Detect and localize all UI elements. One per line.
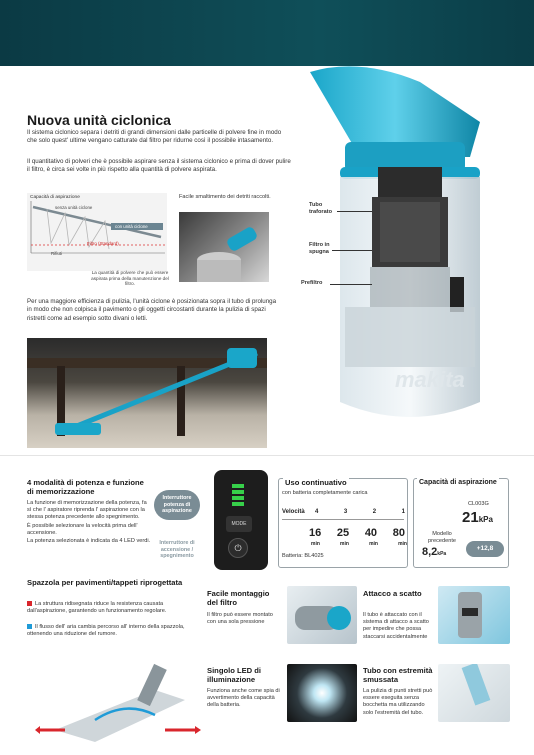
leader-line-tubo xyxy=(337,211,372,212)
chart-ylabel: Capacità di aspirazione xyxy=(30,195,80,200)
speed-value: 1 xyxy=(401,509,405,515)
speed-value: 2 xyxy=(372,509,377,515)
runtime-values xyxy=(309,527,405,539)
runtime-unit: min xyxy=(398,541,407,547)
filter-mount-text: Il filtro può essere montato con una sola pressione xyxy=(207,612,273,626)
floor-blue-item xyxy=(27,624,192,638)
speed-value: 3 xyxy=(343,509,348,515)
control-panel xyxy=(214,470,268,570)
power-leds xyxy=(232,484,244,510)
blue-square-icon xyxy=(27,624,32,629)
delta-badge: +12,8 xyxy=(466,541,504,557)
red-square-icon xyxy=(27,601,32,606)
runtime-unit: min xyxy=(369,541,378,547)
continuous-subtitle: con batteria completamente carica xyxy=(282,490,368,496)
suction-chart xyxy=(27,193,167,271)
snap-photo xyxy=(438,586,510,644)
label-prefiltro: Prefiltro xyxy=(301,280,323,286)
suction-value xyxy=(462,509,493,526)
usage-photo xyxy=(27,338,267,448)
floor-blue-text: Il flusso dell' aria cambia percorso all' interno della spazzola, ottenendo una riduzione del rumore. xyxy=(27,624,185,638)
prev-value xyxy=(422,546,446,558)
power-switch-label: Interruttore di accensione / spegnimento xyxy=(159,540,195,560)
label-filtro: Filtro in spugna xyxy=(309,242,330,255)
filter-mount-photo xyxy=(287,586,357,644)
modes-bullet: È possibile selezionare la velocità prima dell' accensione. xyxy=(27,522,138,536)
model-name: CL003G xyxy=(468,501,489,507)
battery-note: Batteria: BL4025 xyxy=(282,553,324,559)
continuous-use-box xyxy=(278,478,408,568)
chart-standard-label: Filtro (Standard) xyxy=(87,241,119,246)
header-bar xyxy=(0,0,534,66)
chart-caption: La quantità di polvere che può essere aspirata prima della manutenzione del filtro. xyxy=(91,270,169,287)
speed-label: Velocità xyxy=(282,509,305,515)
snap-photo-drawing xyxy=(438,586,510,644)
chart-without-label: senza unità ciclone xyxy=(55,205,93,210)
runtime-value: 80 xyxy=(392,527,405,539)
brush-head-image xyxy=(35,660,205,748)
snap-text: Il tubo è attaccato con il sistema di attacco a scatto per impedire che possa staccarsi accidentalmente xyxy=(363,612,429,640)
led-indicator xyxy=(232,502,244,506)
modes-title: 4 modalità di potenza e funzione di memorizzazione xyxy=(27,478,144,496)
worn-tube-photo xyxy=(438,664,510,722)
runtime-unit: min xyxy=(340,541,349,547)
filter-mount-title: Facile montaggio del filtro xyxy=(207,589,270,607)
cyclone-paragraph-3: Per una maggiore efficienza di pulizia, l'unità ciclone è posizionata sopra il tubo di prolunga in modo che non colpisca il pavimento o gli oggetti circostanti durante la pulizia di spazi ristretti come ad esempio sotto divani o letti. xyxy=(27,298,277,322)
leader-line-prefiltro xyxy=(330,284,372,285)
power-button-icon[interactable]: ⏻ xyxy=(228,538,248,558)
table-rule xyxy=(282,519,404,520)
section-title: Nuova unità ciclonica xyxy=(27,112,171,128)
led-indicator xyxy=(232,496,244,500)
cyclone-paragraph-1: Il sistema ciclonico separa i detriti di grandi dimensioni dalle particelle di polvere fine in modo che solo quest' ultime vengano catturate dal filtro per ridurne così il possibile intasamento. xyxy=(27,129,282,145)
speed-values xyxy=(315,509,405,515)
bin-shape xyxy=(179,212,269,282)
floor-red-text: La struttura ridisegnata riduce la resistenza causata dall'aspirazione, garantendo un funzionamento regolare. xyxy=(27,601,167,615)
filter-photo-drawing xyxy=(287,586,357,644)
switch-bubble: Interruttore potenza di aspirazione xyxy=(154,490,200,520)
runtime-value: 25 xyxy=(336,527,350,539)
cyclone-paragraph-2: Il quantitativo di polveri che è possibile aspirare senza il sistema ciclonico e prima di dover pulire il filtro, è circa sei volte in più rispetto alla quantità di polvere aspirata. xyxy=(27,158,291,174)
tube-photo-drawing xyxy=(438,664,510,722)
suction-unit: kPa xyxy=(478,515,493,524)
runtime-value: 40 xyxy=(364,527,378,539)
continuous-title: Uso continuativo xyxy=(285,478,347,487)
led-photo xyxy=(287,664,357,722)
modes-bullet: La potenza selezionata è indicata da 4 LED verdi. xyxy=(27,538,151,545)
led-title: Singolo LED di illuminazione xyxy=(207,666,261,684)
debris-photo xyxy=(179,212,269,282)
label-tubo: Tubo traforato xyxy=(309,202,332,215)
prev-number: 8,2 xyxy=(422,546,438,558)
prev-model-label: Modello precedente xyxy=(428,531,456,545)
snap-title: Attacco a scatto xyxy=(363,589,422,598)
prev-unit: kPa xyxy=(437,551,447,557)
vacuum-cutaway-image xyxy=(300,62,534,457)
svg-text:makita: makita xyxy=(395,367,465,392)
leader-line-filtro xyxy=(332,250,372,251)
runtime-units xyxy=(311,541,407,547)
worn-tube-text: La pulizia di punti stretti può essere eseguita senza bocchetta ma utilizzando solo l'estremità del tubo. xyxy=(363,688,433,716)
mode-button[interactable]: MODE xyxy=(226,516,252,532)
usage-photo-drawing xyxy=(27,338,267,448)
chart-with-label: con unità ciclone xyxy=(115,224,148,229)
worn-tube-title: Tubo con estremità smussata xyxy=(363,666,433,684)
led-indicator xyxy=(232,490,244,494)
led-text: Funziona anche come spia di avvertimento della capacità della batteria. xyxy=(207,688,280,709)
suction-number: 21 xyxy=(462,509,479,526)
suction-box xyxy=(413,478,509,568)
chart-rifiuti-label: Rifiuti xyxy=(51,251,62,256)
section-divider xyxy=(0,455,534,456)
speed-value: 4 xyxy=(315,509,319,515)
runtime-value: 16 xyxy=(309,527,322,539)
runtime-unit: min xyxy=(311,541,320,547)
suction-title: Capacità di aspirazione xyxy=(419,479,497,486)
led-indicator xyxy=(232,484,244,488)
photo-caption: Facile smaltimento dei detriti raccolti. xyxy=(179,194,271,200)
modes-bullets xyxy=(27,500,152,545)
floor-title: Spazzola per pavimenti/tappeti riprogettata xyxy=(27,578,183,587)
floor-red-item xyxy=(27,601,192,615)
modes-bullet: La funzione di memorizzazione della potenza, fa sì che l' aspiratore riprenda l' aspirazione con la stessa potenza precedente allo spegnimento. xyxy=(27,500,147,521)
